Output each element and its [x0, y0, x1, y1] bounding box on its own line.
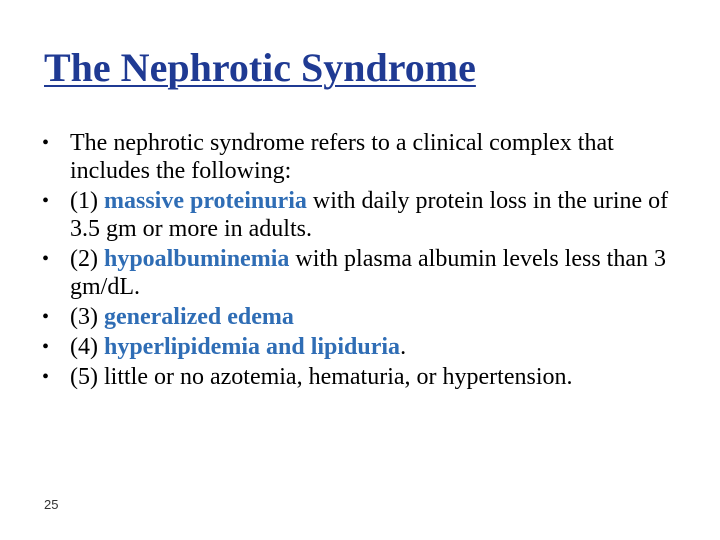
bullet-item-edema: [42, 303, 682, 331]
bullet-text-prefix: (1): [70, 188, 104, 214]
bullet-text-suffix: with plasma albumin levels less than 3 gm/dL.: [70, 246, 666, 300]
bullet-icon: •: [42, 248, 50, 270]
slide-number: 25: [44, 497, 59, 512]
bullet-text-suffix: .: [400, 334, 407, 360]
bullet-item-hypoalbuminemia: [42, 245, 682, 301]
slide-title: The Nephrotic Syndrome: [44, 45, 476, 90]
bullet-emphasis: hyperlipidemia and lipiduria: [103, 334, 401, 360]
bullet-emphasis: generalized edema: [103, 304, 294, 330]
bullet-icon: •: [42, 366, 50, 388]
bullet-text-prefix: (4): [70, 334, 104, 360]
bullet-item-azotemia: [42, 363, 682, 391]
bullet-icon: •: [42, 190, 50, 212]
bullet-icon: •: [42, 132, 50, 154]
bullet-list: [42, 129, 682, 393]
bullet-icon: •: [42, 336, 50, 358]
bullet-emphasis: massive proteinuria: [103, 188, 307, 214]
bullet-text: (5) little or no azotemia, hematuria, or hypertension.: [70, 364, 573, 390]
bullet-item-proteinuria: [42, 187, 682, 243]
bullet-text-prefix: (3): [70, 304, 104, 330]
bullet-text: The nephrotic syndrome refers to a clinical complex that includes the following:: [70, 130, 614, 184]
bullet-item-hyperlipidemia: [42, 333, 682, 361]
bullet-item-intro: [42, 129, 682, 185]
bullet-icon: •: [42, 306, 50, 328]
bullet-text-prefix: (2): [70, 246, 104, 272]
bullet-emphasis: hypoalbuminemia: [103, 246, 290, 272]
bullet-text-suffix: with daily protein loss in the urine of 3.5 gm or more in adults.: [70, 188, 669, 242]
